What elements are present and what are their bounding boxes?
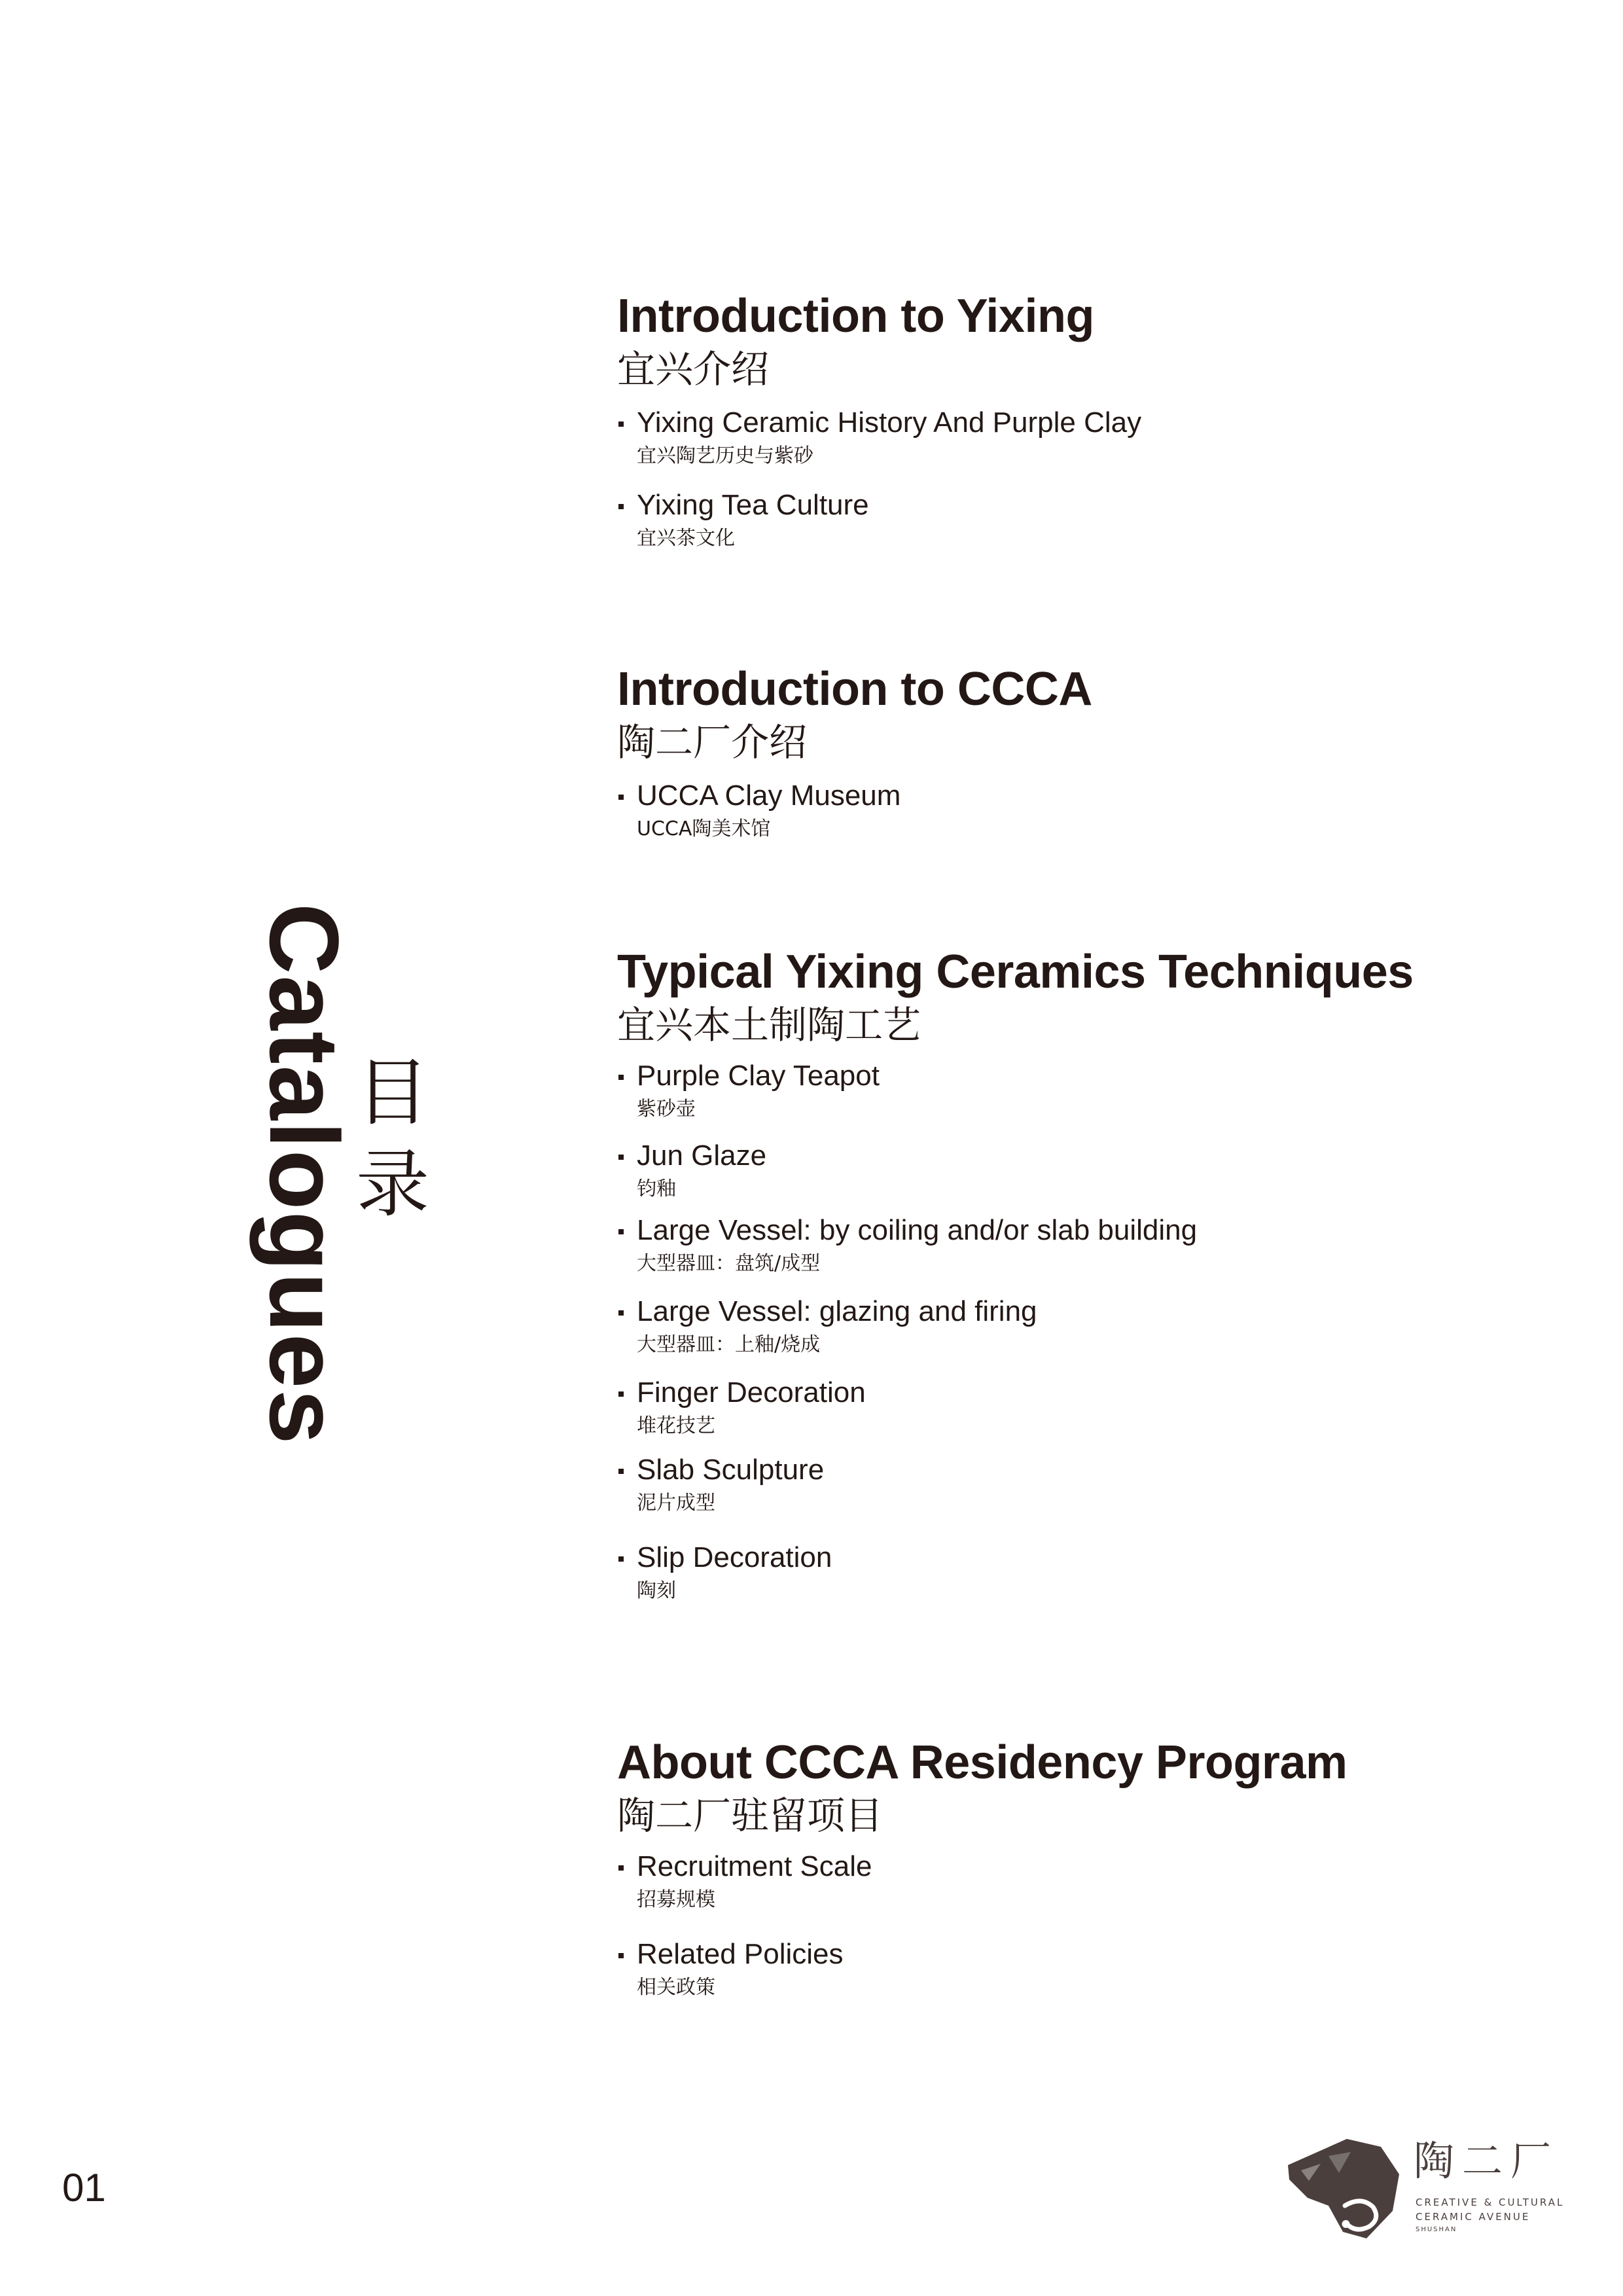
- toc-item-label-cn: 招募规模: [637, 1888, 715, 1911]
- toc-item-label-cn: 大型器皿：盘筑/成型: [637, 1252, 821, 1275]
- section-title-cn: 陶二厂驻留项目: [617, 1793, 883, 1838]
- section-title[interactable]: About CCCA Residency Program: [617, 1736, 1347, 1789]
- toc-item-label-cn: 泥片成型: [637, 1492, 715, 1515]
- toc-item-label: Finger Decoration: [637, 1376, 866, 1408]
- toc-item[interactable]: [617, 1936, 1347, 2001]
- toc-item-label-cn: 陶刻: [637, 1579, 676, 1602]
- toc-section-yixing: [617, 289, 1141, 552]
- toc-item-label: Related Policies: [637, 1938, 844, 1970]
- toc-item-label-cn: 紫砂壶: [637, 1098, 696, 1121]
- toc-item[interactable]: [617, 404, 1141, 470]
- toc-item[interactable]: [617, 1452, 1414, 1517]
- toc-item-label-cn: UCCA陶美术馆: [637, 817, 771, 840]
- logo-tagline-line1: CREATIVE & CULTURAL: [1416, 2197, 1565, 2208]
- toc-item[interactable]: [617, 1539, 1414, 1605]
- toc-item-label: Large Vessel: by coiling and/or slab building: [637, 1214, 1198, 1246]
- toc-item-label-cn: 相关政策: [637, 1976, 715, 1999]
- catalogues-title-cn-char: 目: [356, 1050, 429, 1136]
- section-title[interactable]: Typical Yixing Ceramics Techniques: [617, 946, 1414, 998]
- bullet-icon: [618, 1865, 624, 1871]
- section-title-cn: 陶二厂介绍: [617, 720, 808, 764]
- toc-item-label: Slab Sculpture: [637, 1454, 825, 1486]
- section-title-cn: 宜兴本土制陶工艺: [617, 1003, 921, 1047]
- toc-section-techniques: [617, 945, 1414, 1605]
- logo-tagline-line2: CERAMIC AVENUE: [1416, 2211, 1531, 2223]
- section-title[interactable]: Introduction to CCCA: [617, 663, 1092, 715]
- toc-section-residency: [617, 1736, 1347, 2001]
- toc-item-label: Slip Decoration: [637, 1541, 832, 1573]
- toc-item-label-cn: 钧釉: [637, 1177, 676, 1200]
- bullet-icon: [618, 1556, 624, 1562]
- bullet-icon: [618, 1310, 624, 1316]
- toc-item[interactable]: [617, 1058, 1414, 1123]
- catalogues-title-en: Catalogues: [249, 903, 359, 1446]
- toc-item[interactable]: [617, 487, 1141, 552]
- toc-item-label-cn: 宜兴陶艺历史与紫砂: [637, 444, 813, 467]
- bullet-icon: [618, 795, 624, 800]
- toc-item-label: Large Vessel: glazing and firing: [637, 1295, 1037, 1327]
- toc-item-label-cn: 宜兴茶文化: [637, 527, 735, 550]
- bullet-icon: [618, 1075, 624, 1080]
- bullet-icon: [618, 1391, 624, 1397]
- bullet-icon: [618, 1469, 624, 1474]
- catalogues-title-cn-char: 录: [356, 1142, 429, 1227]
- toc-item-label-cn: 大型器皿：上釉/烧成: [637, 1333, 821, 1356]
- section-title[interactable]: Introduction to Yixing: [617, 290, 1094, 342]
- page-number: 01: [62, 2166, 106, 2210]
- toc-item[interactable]: [617, 1374, 1414, 1440]
- toc-item[interactable]: [617, 778, 1092, 843]
- catalogues-title-cn: [347, 1047, 438, 1230]
- bullet-icon: [618, 1229, 624, 1234]
- toc-item-label: Jun Glaze: [637, 1139, 767, 1172]
- ccca-logo-mark-icon: [1283, 2127, 1407, 2251]
- toc-item-label: Purple Clay Teapot: [637, 1060, 880, 1092]
- toc-item[interactable]: [617, 1848, 1347, 1914]
- ccca-logo: [1283, 2127, 1571, 2258]
- bullet-icon: [618, 504, 624, 509]
- logo-name-cn: 陶二厂: [1414, 2137, 1560, 2185]
- toc-item-label: UCCA Clay Museum: [637, 780, 901, 812]
- toc-item-label: Yixing Ceramic History And Purple Clay: [637, 406, 1142, 439]
- logo-tagline-line3: SHUSHAN: [1416, 2226, 1457, 2233]
- section-title-cn: 宜兴介绍: [617, 347, 770, 391]
- bullet-icon: [618, 1953, 624, 1958]
- toc-section-ccca: [617, 662, 1092, 843]
- toc-item[interactable]: [617, 1138, 1414, 1203]
- toc-item-label: Recruitment Scale: [637, 1850, 872, 1882]
- toc-item-label: Yixing Tea Culture: [637, 489, 869, 521]
- catalogues-vertical-title: [249, 903, 359, 1446]
- toc-item[interactable]: [617, 1293, 1414, 1359]
- toc-item[interactable]: [617, 1212, 1414, 1278]
- bullet-icon: [618, 1155, 624, 1160]
- bullet-icon: [618, 422, 624, 427]
- toc-item-label-cn: 堆花技艺: [637, 1414, 715, 1437]
